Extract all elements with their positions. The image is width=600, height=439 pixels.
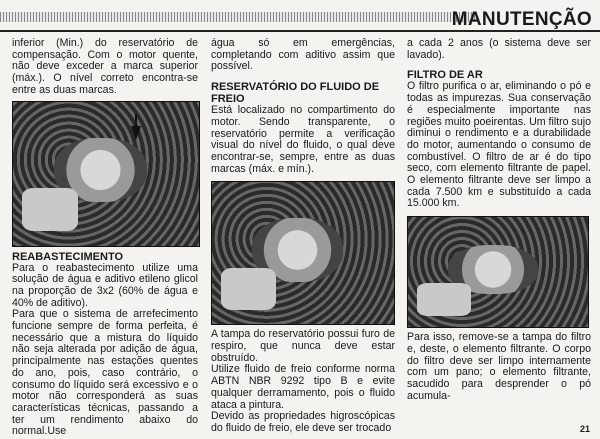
col1-paragraph-1: Para o reabastecimento utilize uma solução de água e aditivo etileno glicol na proporção de 3x2 (60% de água e 40% de aditivo). <box>12 261 198 309</box>
air-filter-heading: FILTRO DE AR <box>407 69 483 82</box>
coolant-reservoir-photo <box>12 101 200 247</box>
column-2 <box>211 38 395 435</box>
refill-heading: REABASTECIMENTO <box>12 250 124 263</box>
header-rule <box>0 30 600 32</box>
col3-paragraph-2: Para isso, remove-se a tampa do filtro e, deste, o elemento filtrante. O corpo do filtro deve ser limpo internamente com um pano; o elemento filtrante, sacudido para desprender o pó acumula- <box>407 331 591 402</box>
brake-fluid-heading: RESERVATÓRIO DO FLUIDO DE FREIO <box>211 81 380 106</box>
page-header <box>0 0 600 34</box>
col1-paragraph-2: Para que o sistema de arrefecimento funcione sempre de forma perfeita, é necessário que a mistura do líquido não seja alterada por adição de água, principalmente nas estações quentes do ano, pois, caso contrário, o consumo do líquido será excessivo e o motor não corresponderá as suas características técnicas, passando a ter um rendimento abaixo do normal.Use <box>12 308 198 438</box>
photo-shape <box>417 283 471 316</box>
brake-reservoir-photo <box>211 181 395 325</box>
col1-intro: inferior (Min.) do reservatório de compensação. Com o motor quente, não deve exceder a marca superior (máx.). O nível correto encontra-se entre as duas marcas. <box>12 37 198 96</box>
arrow-down-icon <box>131 126 141 140</box>
col2-paragraph-2: Utilize fluido de freio conforme norma ABTN NBR 9292 tipo B e evite qualquer derramamento, pois o fluido ataca a pintura. <box>211 363 395 411</box>
col2-paragraph-3: Devido as propriedades higroscópicas do fluido de freio, ele deve ser trocado <box>211 410 395 434</box>
col3-intro: a cada 2 anos (o sistema deve ser lavado). <box>407 37 591 61</box>
photo-shape <box>22 188 78 231</box>
column-1 <box>12 38 198 438</box>
section-title: MANUTENÇÃO <box>451 9 592 30</box>
air-filter-photo <box>407 216 589 328</box>
col2-intro: água só em emergências, completando com aditivo assim que possível. <box>211 37 395 73</box>
header-stripe <box>0 12 476 22</box>
col3-paragraph-1: O filtro purifica o ar, eliminando o pó e todas as impurezas. Sua conservação é especialmente importante nas regiões muito poeirentas. Um filtro sujo diminui o rendimento e a durabilidade do motor, aumentando o consumo de combustível. O filtro de ar é do tipo seco, com elemento filtrante de papel. O elemento filtrante deve ser limpo a cada 7.500 km e substituído a cada 15.000 km. <box>407 80 591 210</box>
page-number: 21 <box>579 424 590 434</box>
col2-caption: A tampa do reservatório possui furo de respiro, que nunca deve estar obstruído. <box>211 328 395 364</box>
col2-paragraph-1: Está localizado no compartimento do motor. Sendo transparente, o reservatório permite a verificação visual do nível do fluido, o qual deve encontrar-se, sempre, entre as duas marcas (máx. e mín.). <box>211 104 395 175</box>
column-3 <box>407 38 591 402</box>
photo-shape <box>221 268 276 311</box>
